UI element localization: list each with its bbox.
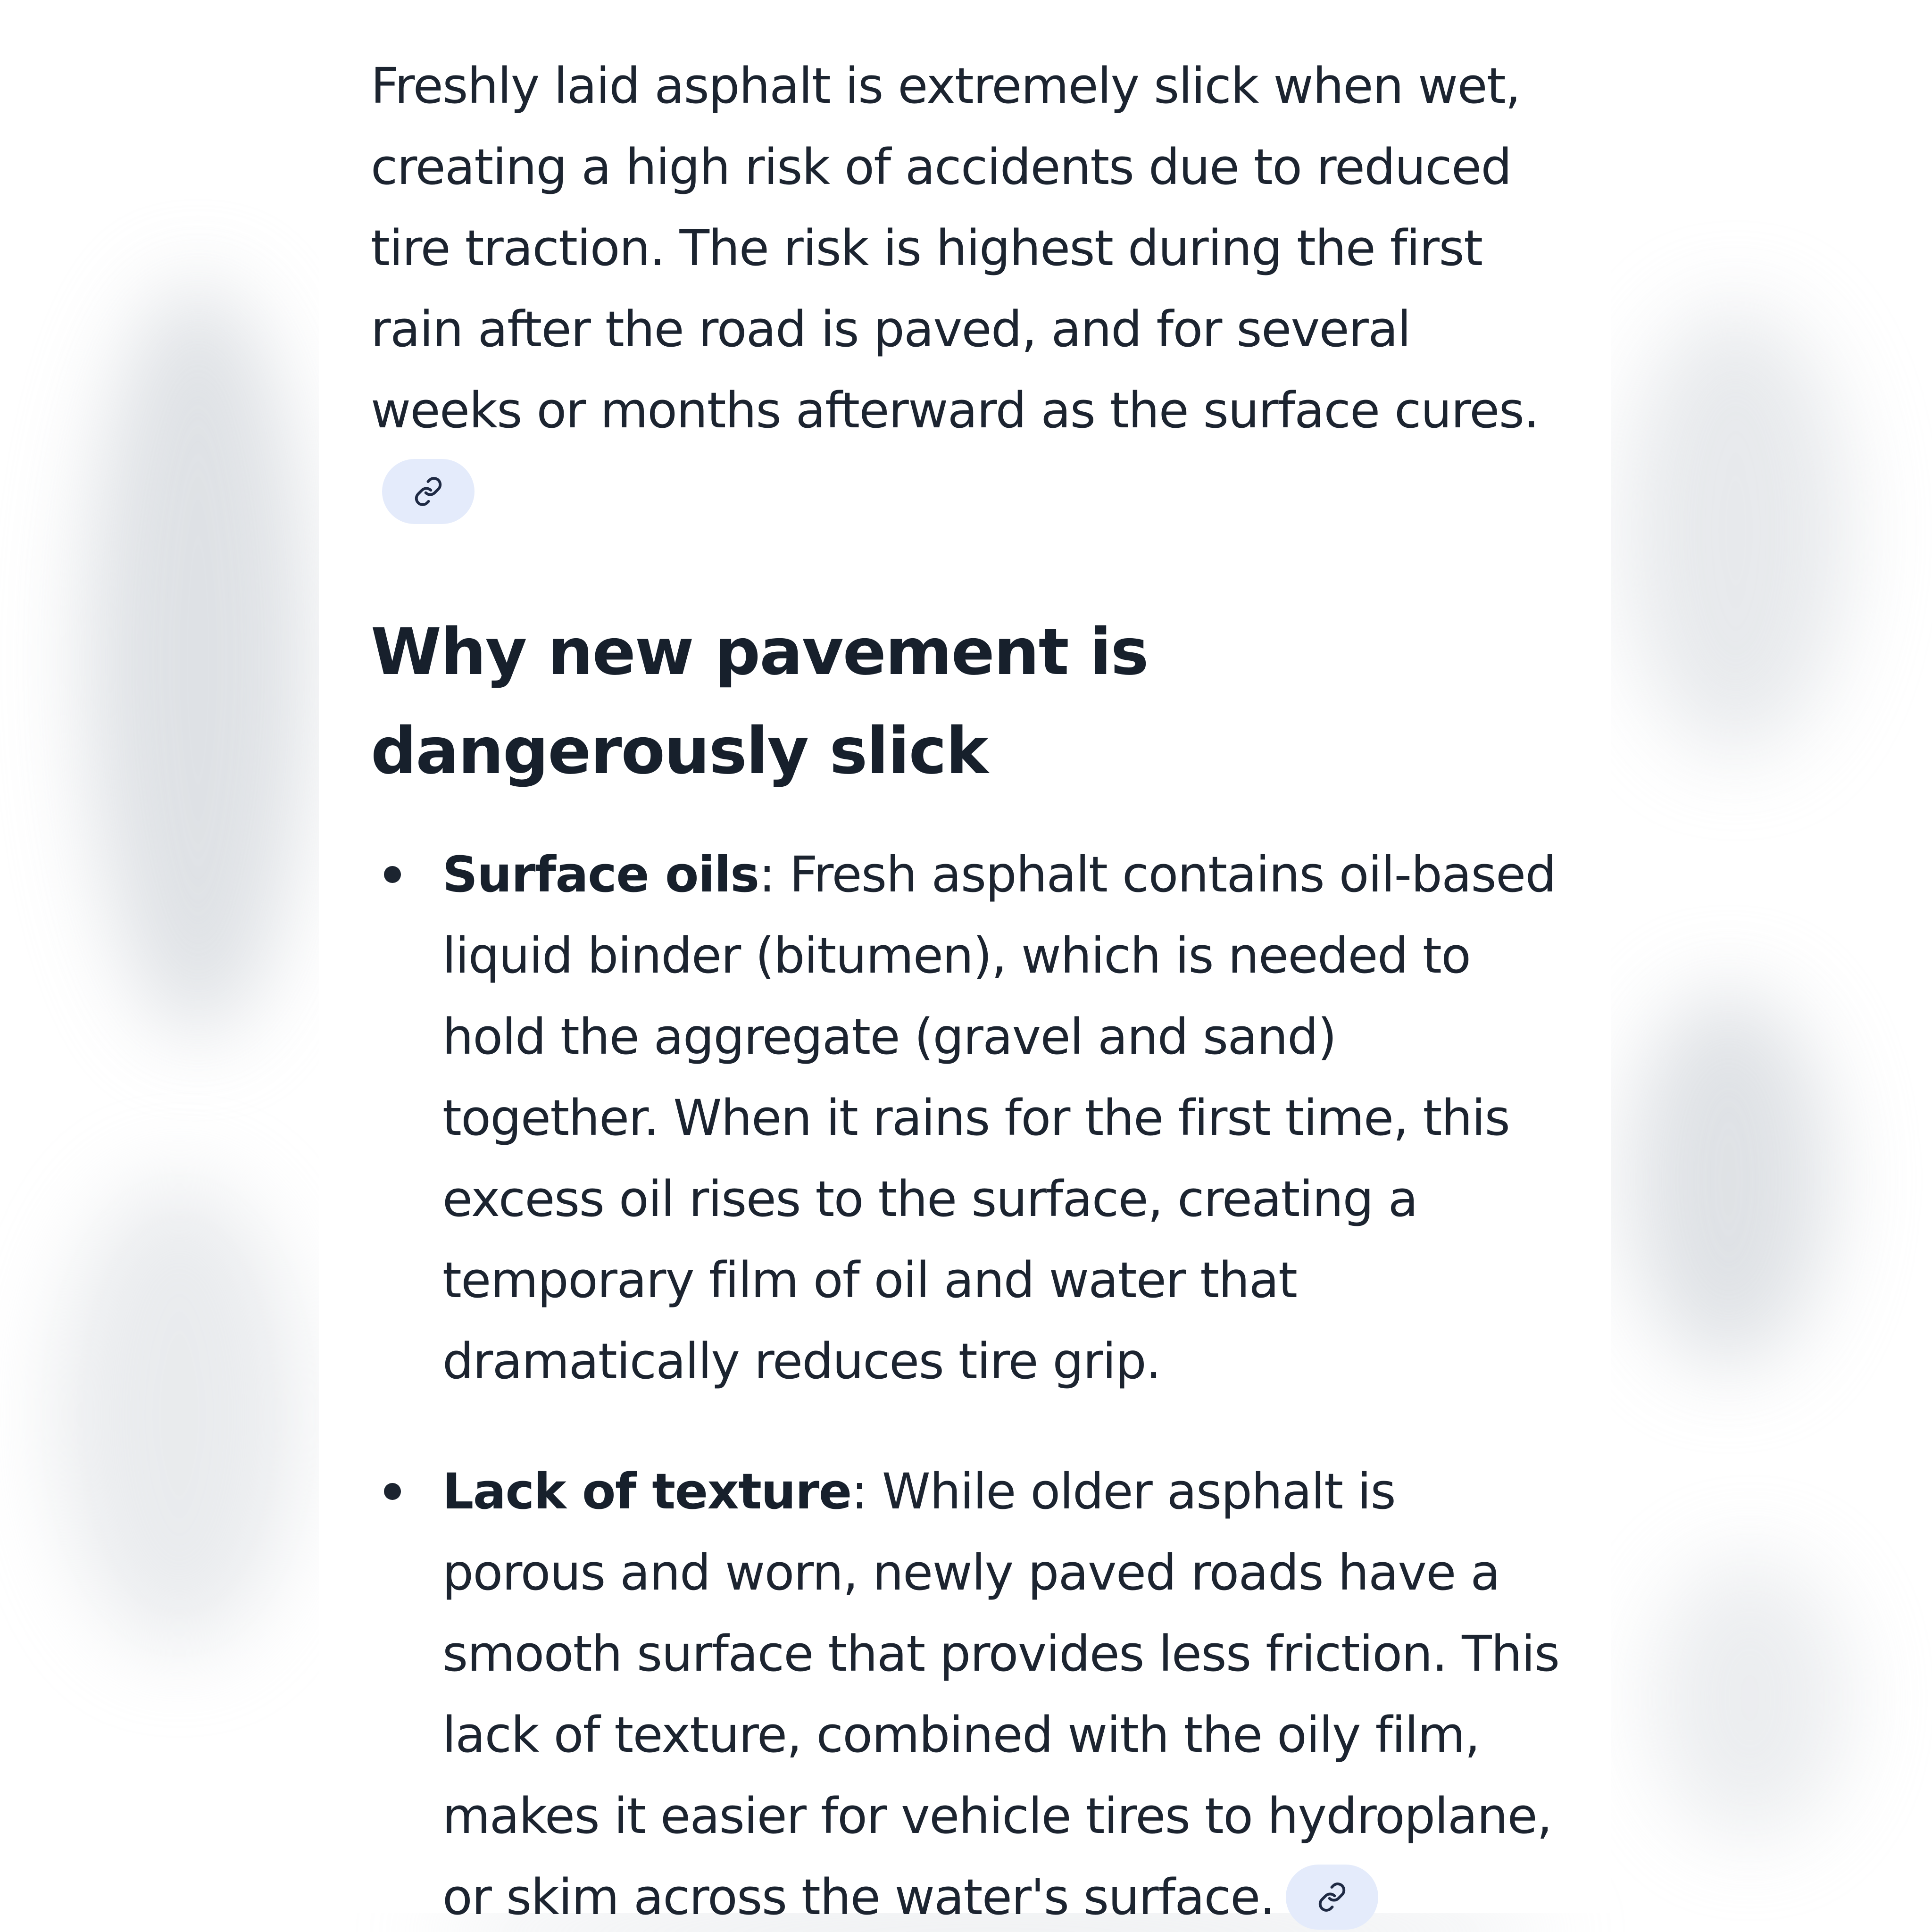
bullet-term: Lack of texture <box>442 1463 851 1520</box>
background-blur <box>1651 1557 1849 1840</box>
link-icon <box>413 476 443 507</box>
source-link-chip[interactable] <box>1286 1865 1378 1930</box>
source-link-chip[interactable] <box>382 459 475 524</box>
background-blur <box>1623 307 1849 755</box>
background-blur <box>85 283 311 1038</box>
bullet-text: Fresh asphalt contains oil-based liquid binder (bitumen), which is needed to hold the aggregate (gravel and sand) together. When it rains for the first time, this excess oil rises to the surface, creating a temporary film of oil and water that dramatically reduces tire grip. <box>442 846 1556 1390</box>
background-blur <box>1627 991 1830 1368</box>
bullet-term: Surface oils <box>442 846 759 903</box>
answer-content <box>319 17 1611 1926</box>
bullet-dot <box>384 866 401 883</box>
section-heading: Why new pavement is dangerously slick <box>371 615 1148 789</box>
background-blur <box>57 1179 302 1651</box>
list-item-lack-of-texture <box>371 1451 1559 1932</box>
bullet-text: While older asphalt is porous and worn, newly paved roads have a smooth surface that provides less friction. This lack of texture, combined with the oily film, makes it easier for vehicle tires to hydroplane, or skim across the water's surface. <box>442 1463 1559 1926</box>
bullet-separator: : <box>758 846 790 903</box>
intro-text: Freshly laid asphalt is extremely slick when wet, creating a high risk of accidents due to reduced tire traction. The risk is highest during the first rain after the road is paved, and for several weeks or months afterward as the surface cures. <box>371 57 1539 439</box>
bullet-separator: : <box>851 1463 882 1520</box>
reasons-list <box>371 834 1559 1932</box>
intro-paragraph <box>371 45 1559 532</box>
bullet-dot <box>384 1483 401 1500</box>
link-icon <box>1317 1882 1347 1912</box>
list-item-surface-oils <box>371 834 1559 1402</box>
